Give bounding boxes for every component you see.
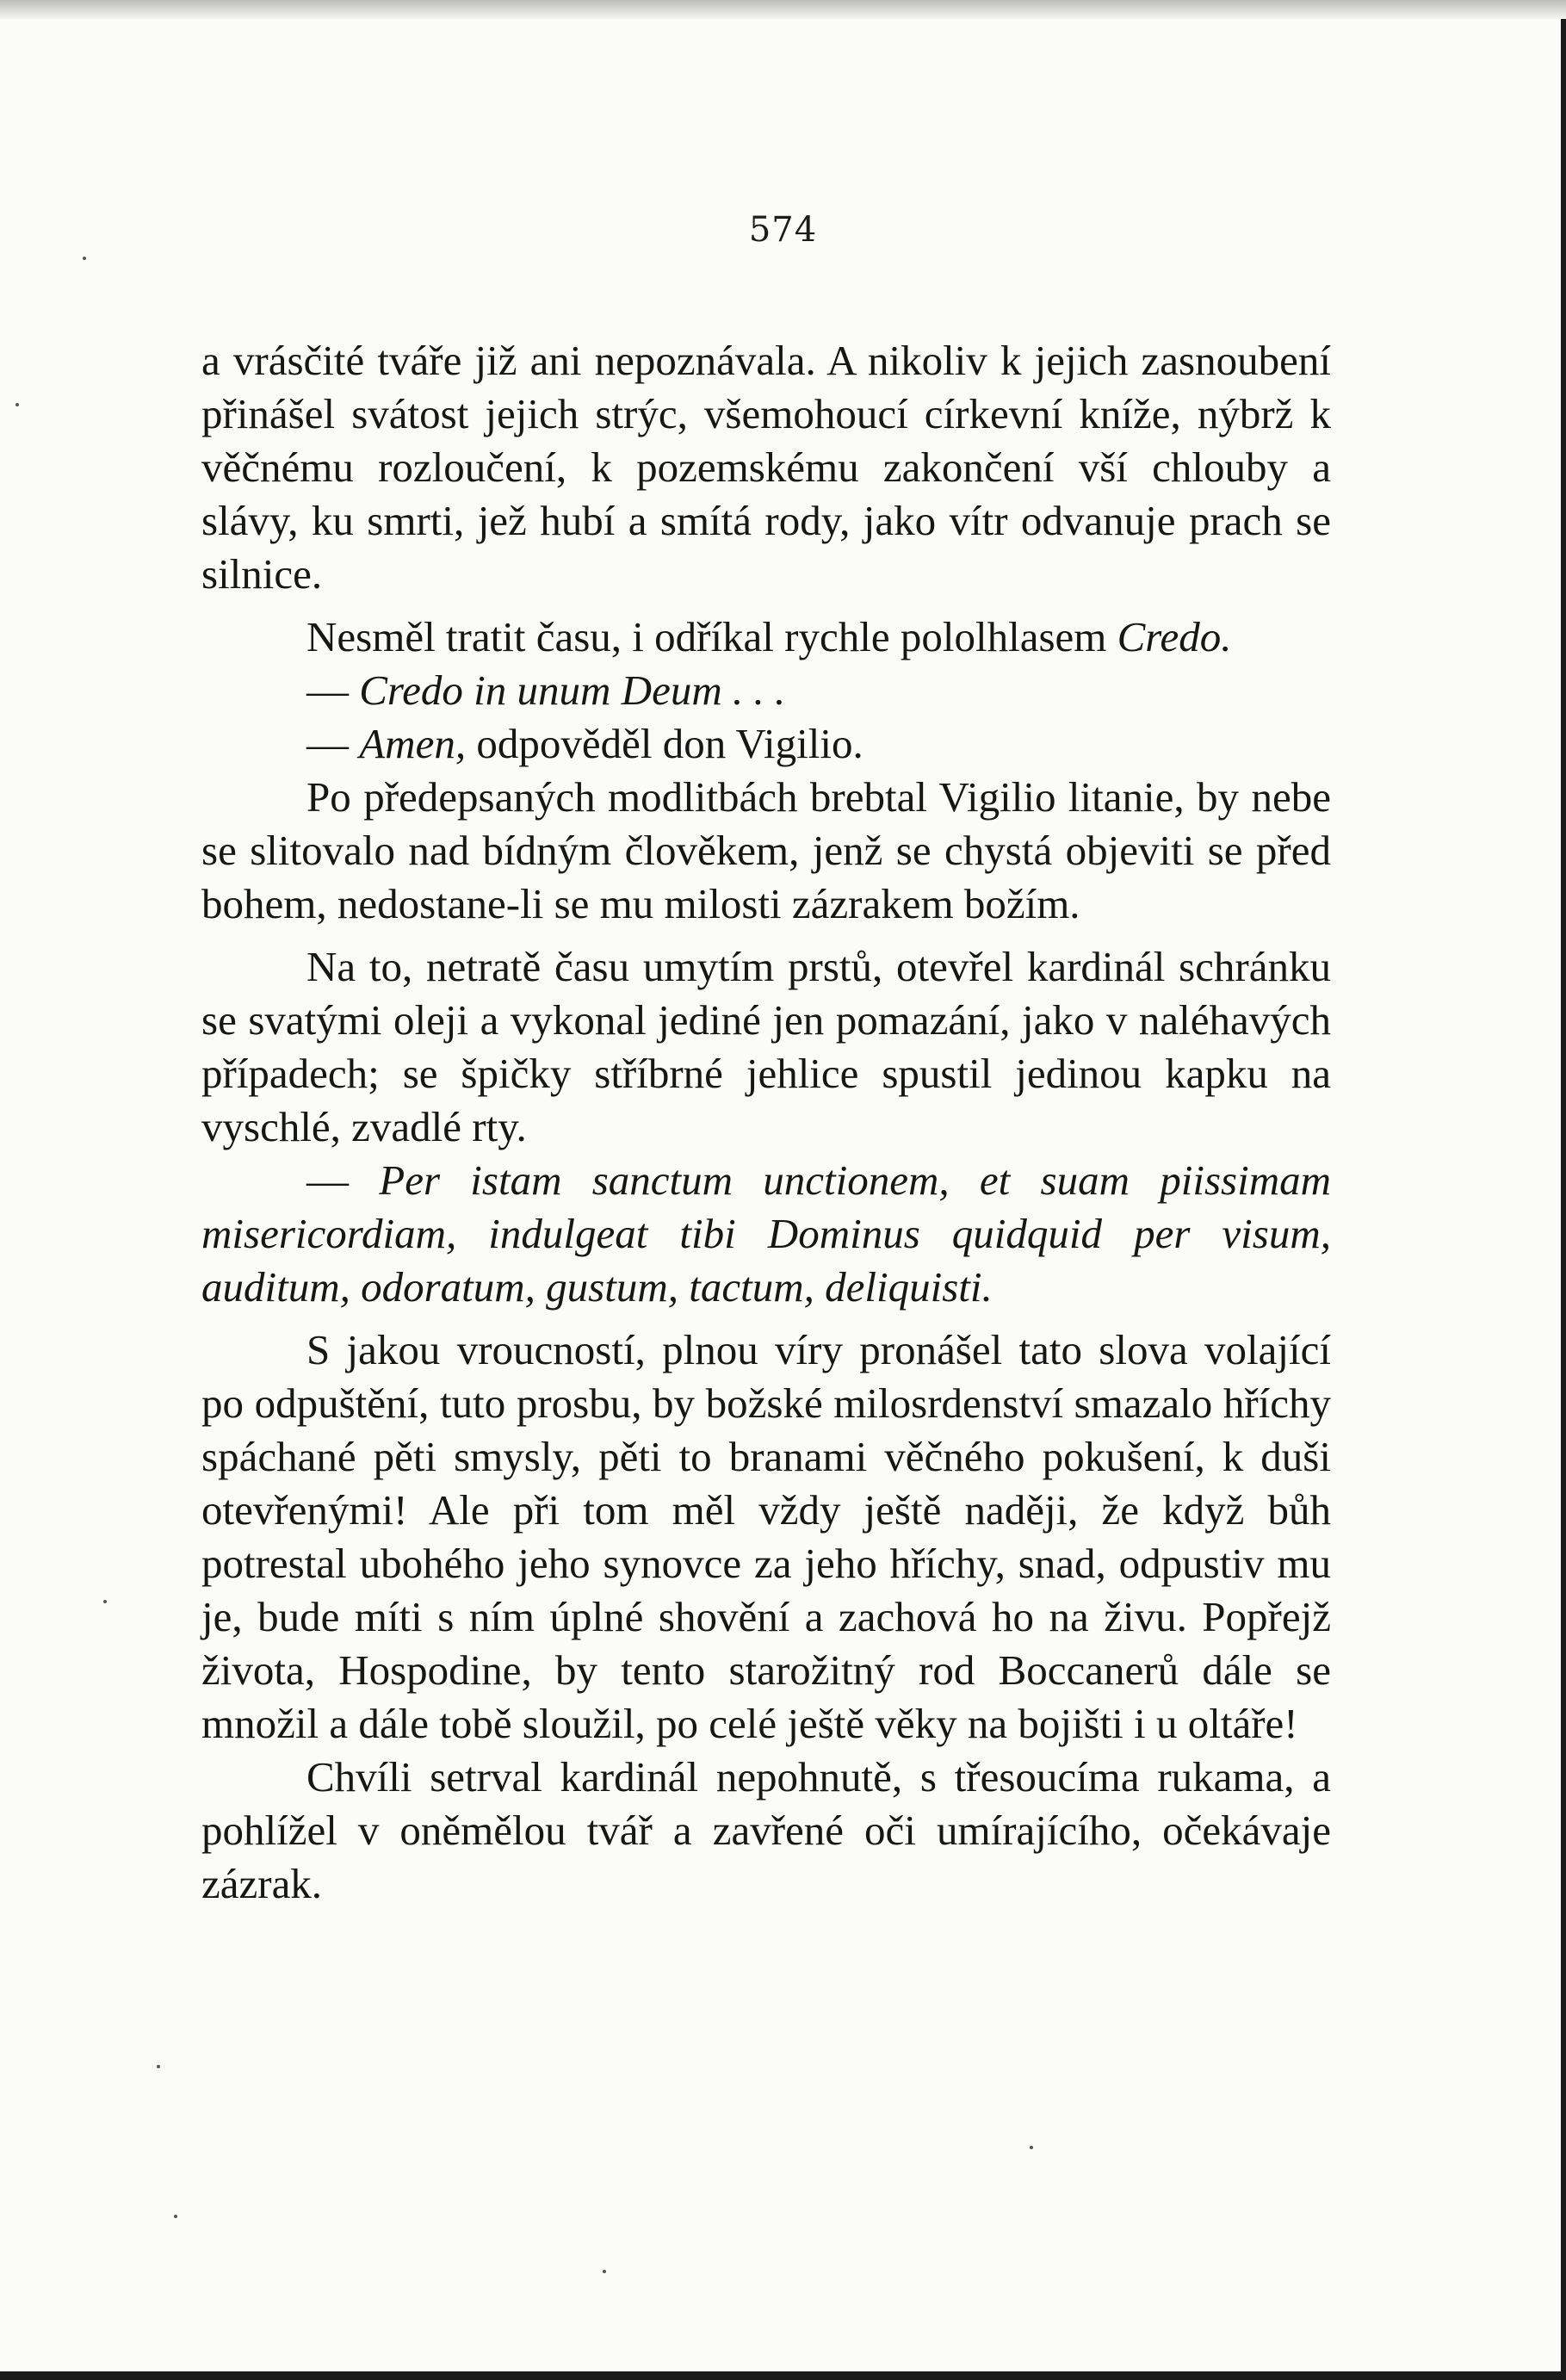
dialogue-dash: — — [306, 720, 349, 767]
latin-phrase: Credo in unum Deum . . . — [359, 666, 786, 714]
page-number: 574 — [748, 210, 818, 250]
dialogue-dash: — — [306, 666, 349, 714]
paper-speck — [174, 2215, 177, 2218]
paragraph-text: odpověděl don Vigilio. — [476, 720, 863, 767]
paragraph-1 — [201, 334, 1331, 601]
body-text — [201, 334, 1331, 1911]
paragraph-9 — [201, 1751, 1331, 1911]
paragraph-4 — [201, 717, 1331, 771]
paper-speck — [157, 2065, 160, 2068]
paragraph-text: Chvíli setrval kardinál nepohnutě, s třesoucíma rukama, a pohlížel v oněmělou tvář a zavřené oči umírajícího, očekávaje zázrak. — [201, 1753, 1331, 1907]
page-top-edge — [0, 0, 1566, 19]
paragraph-text: Po předepsaných modlitbách brebtal Vigilio litanie, by nebe se slitovalo nad bídným člověkem, jenž se chystá objeviti se před bohem, nedostane-li se mu milosti zázrakem božím. — [201, 773, 1331, 927]
paragraph-3 — [201, 664, 1331, 717]
paragraph-7 — [201, 1154, 1331, 1314]
paragraph-text: Nesměl tratit času, i odříkal rychle pololhlasem — [306, 613, 1107, 660]
paragraph-5 — [201, 771, 1331, 931]
latin-prayer: Per istam sanctum unctionem, et suam piissimam misericordiam, indulgeat tibi Dominus quidquid per visum, auditum, odoratum, gustum, tactum, deliquisti. — [201, 1156, 1331, 1311]
paragraph-8 — [201, 1323, 1331, 1751]
paragraph-6 — [201, 940, 1331, 1154]
paper-speck — [15, 403, 19, 406]
paper-speck — [83, 257, 86, 260]
paragraph-text: Na to, netratě času umytím prstů, otevřel kardinál schránku se svatými oleji a vykonal jediné jen pomazání, jako v naléhavých případech; se špičky stříbrné jehlice spustil jedinou kapku na vyschlé, zvadlé rty. — [201, 943, 1331, 1150]
dialogue-dash: — — [306, 1156, 349, 1204]
paragraph-2 — [201, 610, 1331, 664]
paragraph-text: S jakou vroucností, plnou víry pronášel tato slova volající po odpuštění, tuto prosbu, by božské milosrdenství smazalo hříchy spáchané pěti smysly, pěti to branami věčného pokušení, k duši otevřenými! Ale při tom měl vždy ještě naději, že když bůh potrestal ubohého jeho synovce za jeho hříchy, snad, odpustiv mu je, bude míti s ním úplné shovění a zachová ho na živu. Popřejž života, Hospodine, by tento starožitný rod Boccanerů dále se množil a dále tobě sloužil, po celé ještě věky na bojišti i u oltáře! — [201, 1326, 1331, 1747]
paper-speck — [103, 1600, 107, 1603]
paper-speck — [603, 2270, 606, 2273]
paper-speck — [1030, 2146, 1033, 2149]
latin-phrase: Amen, — [359, 720, 467, 767]
latin-phrase: Credo. — [1117, 613, 1232, 660]
paragraph-text: a vrásčité tváře již ani nepoznávala. A nikoliv k jejich zasnoubení přinášel svátost jejich strýc, všemohoucí církevní kníže, nýbrž k věčnému rozloučení, k pozemskému zakončení vší chlouby a slávy, ku smrti, jež hubí a smítá rody, jako vítr odvanuje prach se silnice. — [201, 337, 1331, 598]
